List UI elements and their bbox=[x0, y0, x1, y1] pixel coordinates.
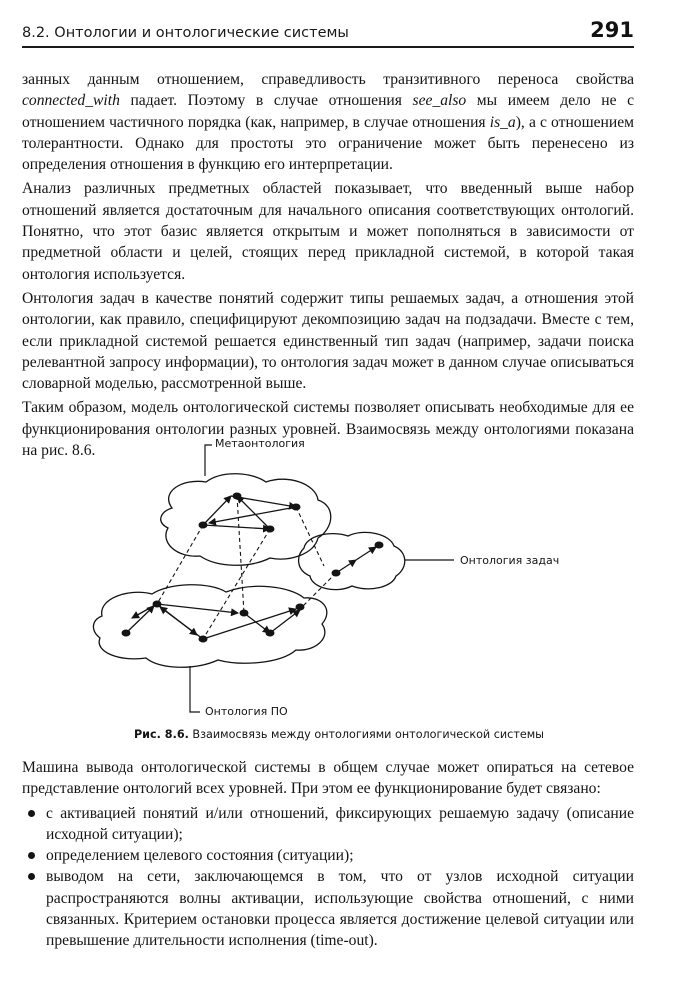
meta-node bbox=[233, 493, 242, 500]
domain-node bbox=[266, 630, 275, 637]
meta-node bbox=[266, 526, 275, 533]
term-see-also: see_also bbox=[412, 92, 467, 110]
domain-node bbox=[240, 610, 249, 617]
meta-node bbox=[292, 504, 301, 511]
inter-level-link bbox=[203, 529, 270, 639]
domain-node bbox=[153, 601, 162, 608]
paragraph-1 bbox=[22, 69, 634, 175]
domain-edge bbox=[160, 607, 203, 639]
bullet-list bbox=[22, 803, 634, 952]
paragraph-4: Таким образом, модель онтологической системы позволяет описывать необходимые для ее функционирования онтологии разных уровней. Взаимосвязь между онтологиями показана на рис. 8.6. bbox=[22, 399, 634, 460]
p1-text-c: мы имеем дело не с отношением частичного порядка (как, например, в случае отношения bbox=[22, 92, 635, 131]
domain-ontology-cloud bbox=[93, 585, 326, 668]
bullet-icon bbox=[28, 873, 35, 880]
list-item bbox=[22, 803, 634, 846]
meta-edge bbox=[209, 507, 296, 523]
domain-edge bbox=[126, 606, 154, 633]
domain-node bbox=[296, 604, 305, 611]
figure-caption bbox=[0, 728, 678, 741]
caption-text: Взаимосвязь между онтологиями онтологической системы bbox=[188, 728, 544, 741]
task-edge bbox=[356, 547, 376, 560]
p1-text-b: падает. Поэтому в случае отношения bbox=[119, 92, 413, 110]
paragraph-5: Машина вывода онтологической системы в общем случае может опираться на сетевое представление онтологий всех уровней. При этом ее функционирование будет связано: bbox=[22, 759, 634, 798]
domain-edge bbox=[157, 604, 238, 613]
task-node bbox=[375, 542, 384, 549]
task-ontology-cloud bbox=[299, 532, 405, 589]
label-domain-ontology: Онтология ПО bbox=[205, 705, 288, 718]
inter-level-link bbox=[300, 573, 336, 609]
task-node bbox=[332, 570, 341, 577]
domain-edge bbox=[270, 610, 300, 633]
domain-edge bbox=[244, 613, 270, 633]
list-item-text: выводом на сети, заключающемся в том, что от узлов исходной ситуации распространяются волны активации, использующие свойства отношений, с ними связанных. Критерием остановки процесса является достижение целевой ситуации или превышение длительности исполнения (time-out). bbox=[46, 868, 634, 950]
list-item bbox=[22, 866, 634, 951]
meta-leader-line bbox=[205, 445, 212, 476]
domain-node bbox=[122, 630, 131, 637]
text-after-figure bbox=[22, 757, 634, 952]
meta-edge bbox=[203, 525, 270, 529]
paragraph-3: Онтология задач в качестве понятий содержит типы решаемых задач, а отношения этой онтологии, как правило, специфицируют декомпозицию задач на подзадачи. Вместе с тем, если прикладной системой решается единственный тип задач (например, задачи поиска релевантной запросу информации), то онтология задач может в данном случае описываться словарной моделью, рассмотренной выше. bbox=[22, 289, 634, 393]
text-before-figure bbox=[22, 69, 634, 464]
page-number: 291 bbox=[590, 18, 634, 42]
inter-level-link bbox=[157, 525, 203, 604]
inter-level-link bbox=[237, 496, 244, 613]
section-title: 8.2. Онтологии и онтологические системы bbox=[22, 25, 349, 41]
label-task-ontology: Онтология задач bbox=[460, 554, 560, 567]
ontology-diagram bbox=[0, 430, 678, 730]
p1-text-a: занных данным отношением, справедливость транзитивного переноса свойства bbox=[22, 71, 634, 88]
figure-8-6 bbox=[0, 430, 678, 730]
paragraph-2: Анализ различных предметных областей показывает, что введенный выше набор отношений является достаточным для начального описания соответствующих онтологий. Понятно, что этот базис является открытым и может пополняться в зависимости от предметной области и целей, стоящих перед прикладной системой, в которой такая онтология используется. bbox=[22, 180, 634, 283]
label-meta-ontology: Метаонтология bbox=[215, 437, 305, 450]
meta-edge bbox=[203, 496, 231, 525]
list-item-text: определением целевого состояния (ситуации); bbox=[46, 847, 354, 865]
domain-node bbox=[199, 636, 208, 643]
meta-node bbox=[199, 522, 208, 529]
bullet-icon bbox=[28, 852, 35, 859]
bullet-icon bbox=[28, 810, 35, 817]
running-header bbox=[22, 18, 634, 48]
term-connected-with: connected_with bbox=[22, 92, 120, 110]
term-is-a: is_a bbox=[489, 113, 516, 131]
list-item-text: с активацией понятий и/или отношений, фиксирующих решаемую задачу (описание исходной ситуации); bbox=[46, 804, 634, 843]
caption-prefix: Рис. 8.6. bbox=[133, 728, 189, 741]
domain-leader-line bbox=[190, 666, 200, 712]
list-item bbox=[22, 845, 634, 866]
meta-ontology-cloud bbox=[161, 474, 331, 566]
p1-text-d: ), а с отношением толерантности. Однако для простоты это ограничение может быть перенесено из определения отношения в функцию его интерпретации. bbox=[22, 113, 634, 174]
